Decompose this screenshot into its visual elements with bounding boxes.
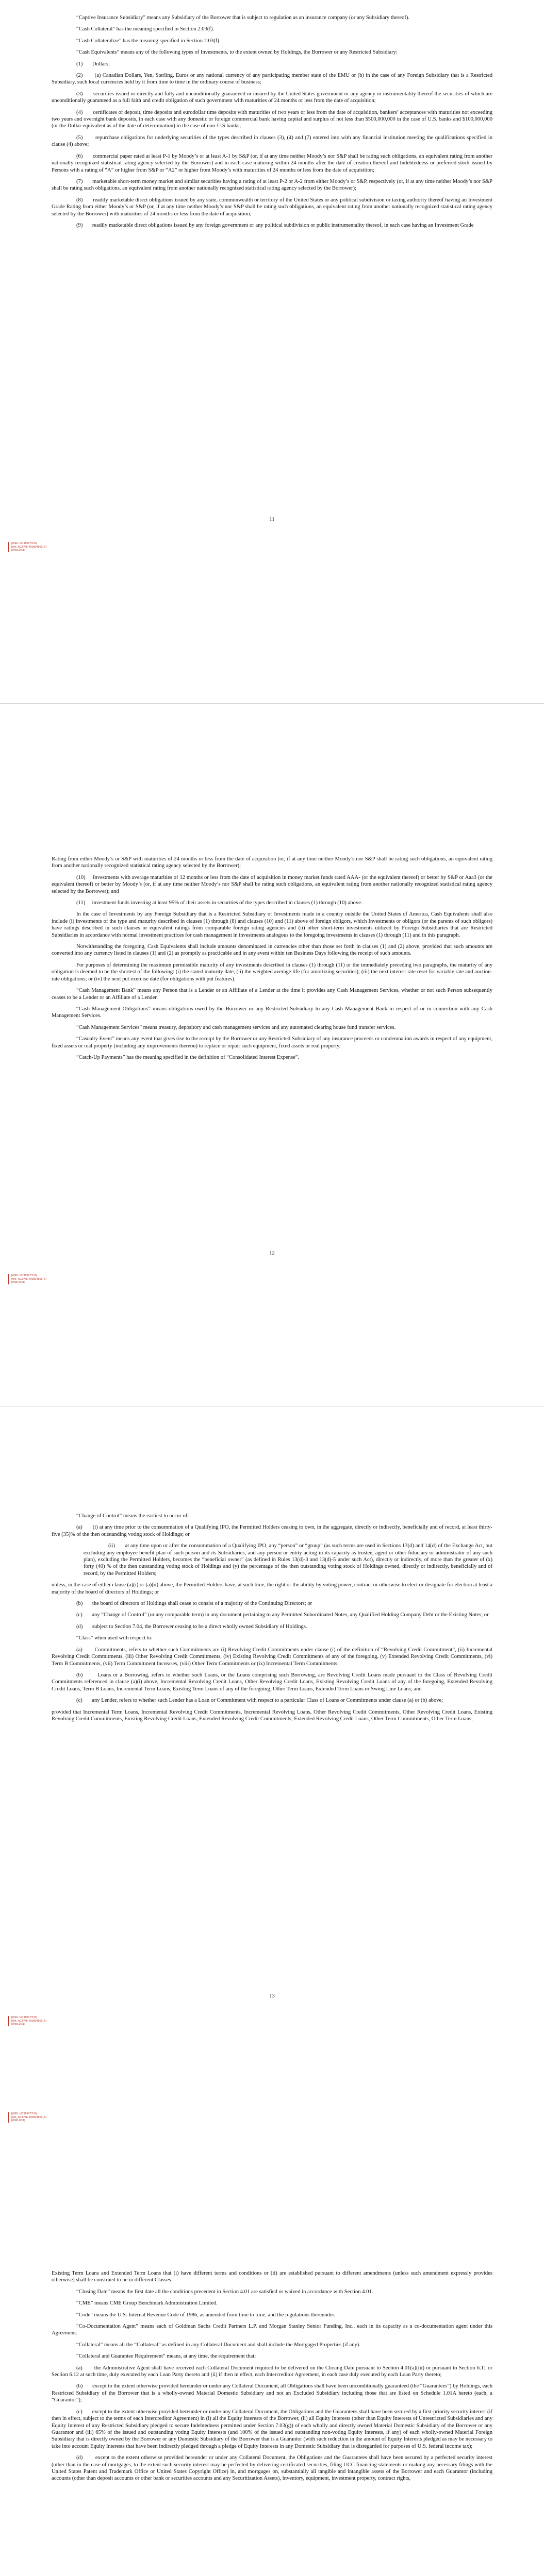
page-14 [0, 2110, 544, 2576]
list-item: (d) subject to Section 7.04, the Borrower ceasing to be a direct wholly owned Subsidiary of Holdings. [76, 1623, 307, 1630]
footer-line: [WWL00:1] [11, 1281, 25, 1284]
list-item: (7) marketable short-term money market and similar securities having a rating of at least P-2 or A-2 from either Moody’s or S&P, respectively (or, if at any time neither Moody’s nor S&P shall be rating such obligations, an equivalent rating from another nationally recognized statistical rating agency selected by the Borrower); [52, 178, 492, 192]
doc-footer-stamp [11, 542, 46, 552]
margin-bar [8, 542, 9, 552]
list-item: (6) commercial paper rated at least P-1 by Moody’s or at least A-1 by S&P (or, if at any time neither Moody’s nor S&P shall be rating such obligations, an equivalent rating from another nationally recognized statistical rating agency selected by the Borrower) and in each case maturing within 24 months after the date of creation thereof and Indebtedness or preferred stock issued by Persons with a rating of “A” or higher from S&P or “A2” or higher from Moody’s with maturities of 24 months or less from the date of acquisition; [52, 153, 492, 173]
paragraph: “Collateral” means all the “Collateral” as defined in any Collateral Document and shall include the Mortgaged Properties (if any). [76, 2342, 360, 2348]
list-item: (a) (i) at any time prior to the consummation of a Qualifying IPO, the Permitted Holders ceasing to own, in the aggregate, directly or indirectly, beneficially and of record, at least thirty-five (35)% of the then outstanding voting stock of Holdings; or [52, 1524, 492, 1537]
paragraph: “Co-Documentation Agent” means each of Goldman Sachs Credit Partners L.P. and Morgan Stanley Senior Funding, Inc., each in its capacity as a co-documentation agent under this Agreement. [52, 2324, 492, 2336]
footer-line: [WWL00:1] [11, 549, 25, 552]
paragraph: “CME” means CME Group Benchmark Administration Limited. [76, 2300, 218, 2307]
doc-footer-stamp-top [11, 2112, 46, 2123]
list-item: (c) any “Change of Control” (or any comparable term) in any document pertaining to any Permitted Subordinated Notes, any Qualified Holding Company Debt or the Existing Notes; or [76, 1612, 489, 1618]
page-12 [0, 703, 544, 1406]
doc-footer-stamp [11, 1274, 46, 1284]
paragraph: provided that Incremental Term Loans, Incremental Revolving Credit Commitments, Incremental Revolving Loans, Other Revolving Credit Commitments, Other Revolving Credit Loans, Existing Revolving Credit Commitments, Existing Revolving Credit Loans, Extended Revolving Credit Commitments, Extended Revolving Credit Loans, Other Term Commitments, Other Term Loans, [52, 1709, 492, 1722]
list-item: (b) except to the extent otherwise provided hereunder or under any Collateral Document, all Obligations shall have been unconditionally guaranteed (the “Guarantees”) by Holdings, each Restricted Subsidiary of the Borrower that is a wholly-owned Material Domestic Subsidiary and not an Excluded Subsidiary including those that are listed on Schedule 1.01A hereto (each, a “Guarantor”); [52, 2383, 492, 2403]
paragraph: “Class” when used with respect to: [76, 1635, 153, 1641]
list-item: (10) Investments with average maturities of 12 months or less from the date of acquisition in money market funds rated AAA- (or the equivalent thereof) or better by S&P or Aaa3 (or the equivalent thereof) or better by Moody’s (or, if at any time neither Moody’s nor S&P shall be rating such obligations, an equivalent rating from another nationally recognized statistical rating agency selected by the Borrower); and [52, 874, 492, 894]
list-item: (11) investment funds investing at least 95% of their assets in securities of the types described in clauses (1) through (10) above. [76, 900, 362, 906]
paragraph: “Cash Collateralize” has the meaning specified in Section 2.03(f). [76, 38, 221, 44]
list-item: (1) Dollars; [76, 61, 110, 67]
paragraph: “Code” means the U.S. Internal Revenue Code of 1986, as amended from time to time, and the regulations thereunder. [76, 2312, 336, 2318]
list-item: (2) (a) Canadian Dollars, Yen, Sterling, Euros or any national currency of any participating member state of the EMU or (b) in the case of any Foreign Subsidiary that is a Restricted Subsidiary, such local currencies held by it from time to time in the ordinary course of business; [52, 73, 492, 86]
paragraph: “Change of Control” means the earliest to occur of: [76, 1513, 189, 1519]
list-item: (c) any Lender, refers to whether such Lender has a Loan or Commitment with respect to a particular Class of Loans or Commitments under clause (a) or (b) above; [76, 1698, 443, 1704]
list-item: (5) repurchase obligations for underlying securities of the types described in clauses (3), (4) and (7) entered into with any financial institution meeting the qualifications specified in clause (4) above; [52, 134, 492, 148]
list-item: (a) Commitments, refers to whether such Commitments are (i) Revolving Credit Commitments under clause (i) of the definition of “Revolving Credit Commitment”, (ii) Incremental Revolving Credit Commitments, (iii) Other Revolving Credit Commitments, (iv) Existing Revolving Credit Commitments of any of the foregoing, (v) Extended Revolving Credit Commitments, (vi) Term B Commitments, (vii) Term Commitment Increases, (viii) Other Term Commitments or (ix) Incremental Term Commitments; [52, 1647, 492, 1667]
page-11 [0, 0, 544, 703]
footer-line: [WEIL:\97119973\1\\] [11, 542, 38, 545]
paragraph: “Collateral and Guarantee Requirement” means, at any time, the requirement that: [76, 2353, 256, 2360]
list-item: (a) the Administrative Agent shall have received each Collateral Document required to be delivered on the Closing Date pursuant to Section 4.01(a)(iii) or pursuant to Section 6.11 or Section 6.12 at such time, duly executed by each Loan Party thereto and (ii) if then in effect, each Intercreditor Agreement, in each case duly executed by each Loan Party thereto; [52, 2365, 492, 2378]
list-item: (b) the board of directors of Holdings shall cease to consist of a majority of the Continuing Directors; or [76, 1601, 312, 1607]
paragraph: Existing Term Loans and Extended Term Loans that (i) have different terms and conditions or (ii) are established pursuant to different amendments (unless such amendment expressly provides otherwise) shall be construed to be in different Classes. [52, 2270, 492, 2283]
footer-line: [AM_ACTIVE 400804509_6] [11, 2019, 47, 2023]
paragraph: Rating from either Moody’s or S&P with maturities of 24 months or less from the date of acquisition (or, if at any time neither Moody’s nor S&P shall be rating such obligations, an equivalent rating from another nationally recognized statistical rating agency selected by the Borrower); [52, 856, 492, 869]
footer-line: [AM_ACTIVE 400804509_6] [11, 1277, 47, 1281]
list-item: (ii) at any time upon or after the consummation of a Qualifying IPO, any “person” or “group” (as such terms are used in Sections 13(d) and 14(d) of the Exchange Act, but excluding any employee benefit plan of such person and its Subsidiaries, and any person or entity acting in its capacity as trustee, agent or other fiduciary or administrator of any such plan), excluding the Permitted Holders, becomes the “beneficial owner” (as defined in Rules 13(d)-3 and 13(d)-5 under such Act), directly or indirectly, of more than the greater of (x) forty (40) % of the then outstanding voting stock of Holdings and (y) the percentage of the then outstanding voting stock of Holdings owned, directly or indirectly, beneficially and of record, by the Permitted Holders; [84, 1543, 492, 1577]
list-item: (4) certificates of deposit, time deposits and eurodollar time deposits with maturities of two years or less from the date of acquisition, bankers’ acceptances with maturities not exceeding two years and overnight bank deposits, in each case with any domestic or foreign commercial bank having capital and surplus of not less than $500,000,000 in the case of U.S. banks and $100,000,000 (or the Dollar equivalent as of the date of determination) in the case of non-U.S banks; [52, 109, 492, 129]
list-item: (b) Loans or a Borrowing, refers to whether such Loans, or the Loans comprising such Borrowing, are Revolving Credit Loans made pursuant to the Class of Revolving Credit Commitments referenced in clause (a)(i) above, Incremental Revolving Credit Loans, Other Revolving Credit Loans, Existing Revolving Credit Loans of any of the foregoing, Extended Revolving Credit Loans, Term B Loans, Incremental Term Loans, Existing Term Loans of any of the foregoing, Other Term Loans, Extended Term Loans or Swing Line Loans; and [52, 1672, 492, 1692]
paragraph: “Catch-Up Payments” has the meaning specified in the definition of “Consolidated Interest Expense”. [76, 1054, 300, 1060]
footer-line: [WEIL:\97119973\1\\] [11, 1274, 38, 1277]
footer-line: [WEIL:\97119973\1\\] [11, 2016, 38, 2019]
list-item: (3) securities issued or directly and fully and unconditionally guaranteed or insured by the United States government or any agency or instrumentality thereof the securities of which are unconditionally guaranteed as a full faith and credit obligation of such government with maturities of 24 months or less from the date of acquisition; [52, 91, 492, 104]
footer-line: [AM_ACTIVE 400804509_6] [11, 2115, 47, 2119]
list-item: (d) except to the extent otherwise provided hereunder or under any Collateral Document, the Obligations and the Guarantees shall have been secured by a perfected security interest (other than in the case of mortgages, to the extent such security interest may be perfected by delivering certificated securities, filing UCC financing statements or making any necessary filings with the United States Patent and Trademark Office or United States Copyright Office) in, and mortgages on, substantially all tangible and intangible assets of the Borrower and each Guarantor (including accounts (other than deposit accounts or other bank or securities accounts and any Securitization Assets), inventory, equipment, investment property, contract rights, [52, 2455, 492, 2482]
paragraph: “Closing Date” means the first date all the conditions precedent in Section 4.01 are satisfied or waived in accordance with Section 4.01. [76, 2289, 373, 2295]
paragraph: “Cash Collateral” has the meaning specified in Section 2.03(f). [76, 26, 215, 32]
page-number: 12 [269, 1250, 275, 1256]
margin-bar [8, 2112, 9, 2123]
paragraph: “Cash Equivalents” means any of the following types of Investments, to the extent owned by Holdings, the Borrower or any Restricted Subsidiary: [76, 49, 398, 56]
page-13 [0, 1406, 544, 2110]
list-item: (c) except to the extent otherwise provided hereunder or under any Collateral Document, the Obligations and the Guarantees shall have been secured by a first-priority security interest (if then in effect, subject to the terms of each Intercreditor Agreement) in (i) all the Equity Interests of the Borrower, (ii) all Equity Interests (other than Equity Interests of Unrestricted Subsidiaries and any Equity Interest of any Restricted Subsidiary pledged to secure Indebtedness permitted under Section 7.03(g)) of each wholly and directly owned Material Domestic Subsidiary of the Borrower or any Guarantor and (iii) 65% of the issued and outstanding voting Equity Interests (and 100% of the issued and outstanding non-voting Equity Interests, if any) of each wholly-owned Material Foreign Subsidiary that is directly owned by the Borrower or any Domestic Subsidiary of the Borrower that is a Guarantor (with such reduction in the amount of Equity Interests pledged as may be necessary to take into account Equity Interests that have been indirectly pledged through a pledge of Equity Interests in any Domestic Subsidiary that is disregarded for purposes of U.S. federal income tax); [52, 2409, 492, 2449]
paragraph: “Cash Management Bank” means any Person that is a Lender or an Affiliate of a Lender at the time it provides any Cash Management Services, whether or not such Person subsequently ceases to be a Lender or an Affiliate of a Lender. [52, 988, 492, 1001]
paragraph: unless, in the case of either clause (a)(i) or (a)(ii) above, the Permitted Holders have, at such time, the right or the ability by voting power, contract or otherwise to elect or designate for election at least a majority of the board of directors of Holdings; or [52, 1582, 493, 1595]
footer-line: [WWL00:1] [11, 2023, 25, 2026]
margin-bar [8, 1274, 9, 1284]
paragraph: “Casualty Event” means any event that gives rise to the receipt by the Borrower or any Restricted Subsidiary of any insurance proceeds or condemnation awards in respect of any equipment, fixed assets or real property (including any improvements thereon) to replace or repair such equipment, fixed assets or real property. [52, 1036, 492, 1049]
footer-line: [WEIL:\97119973\1\\] [11, 2112, 38, 2115]
paragraph: “Cash Management Obligations” means obligations owed by the Borrower or any Restricted Subsidiary to any Cash Management Bank in respect of or in connection with any Cash Management Services. [52, 1006, 492, 1019]
footer-line: [WWL00:1] [11, 2119, 25, 2123]
list-item: (9) readily marketable direct obligations issued by any foreign government or any political subdivision or public instrumentality thereof, in each case having an Investment Grade [76, 222, 474, 228]
paragraph: “Captive Insurance Subsidiary” means any Subsidiary of the Borrower that is subject to regulation as an insurance company (or any Subsidiary thereof). [76, 15, 410, 21]
list-item: (8) readily marketable direct obligations issued by any state, commonwealth or territory of the United States or any political subdivision or taxing authority thereof having an Investment Grade Rating from either Moody’s or S&P (or, if at any time neither Moody’s nor S&P shall be rating such obligations, an equivalent rating from another nationally recognized statistical rating agency selected by the Borrower) with maturities of 24 months or less from the date of acquisition; [52, 197, 492, 217]
page-number: 11 [269, 517, 275, 522]
margin-bar [8, 2016, 9, 2026]
paragraph: In the case of Investments by any Foreign Subsidiary that is a Restricted Subsidiary or Investments made in a country outside the United States of America, Cash Equivalents shall also include (i) investments of the type and maturity described in clauses (1) through (8) and clauses (10) and (11) above of foreign obligors, which Investments or obligors (or the parents of such obligors) have ratings described in such clauses or equivalent ratings from comparable foreign rating agencies and (ii) other short-term investments utilized by Foreign Subsidiaries that are Restricted Subsidiaries in accordance with normal investment practices for cash management in investments analogous to the foregoing investments in clauses (1) through (11) and in this paragraph. [52, 911, 492, 938]
page-number: 13 [269, 1993, 275, 1999]
paragraph: For purposes of determining the maximum permissible maturity of any investments described in clauses (1) through (11) or the immediately preceding two paragraphs, the maturity of any obligation is deemed to be the shortest of the following: (i) the stated maturity date, (ii) the weighted average life (for amortizing securities); (iii) the next interest rate reset for variable rate and auction-rate obligations; or (iv) the next put exercise date (for obligations with put features). [52, 962, 492, 982]
paragraph: Notwithstanding the foregoing, Cash Equivalents shall include amounts denominated in currencies other than those set forth in clauses (1) and (2) above, provided that such amounts are converted into any currency listed in clauses (1) and (2) as promptly as practicable and in any event within ten Business Days following the receipt of such amounts. [52, 944, 492, 957]
footer-line: [AM_ACTIVE 400804509_6] [11, 545, 47, 549]
doc-footer-stamp [11, 2016, 46, 2026]
paragraph: “Cash Management Services” means treasury, depository and cash management services and any automated clearing house fund transfer services. [76, 1024, 396, 1030]
